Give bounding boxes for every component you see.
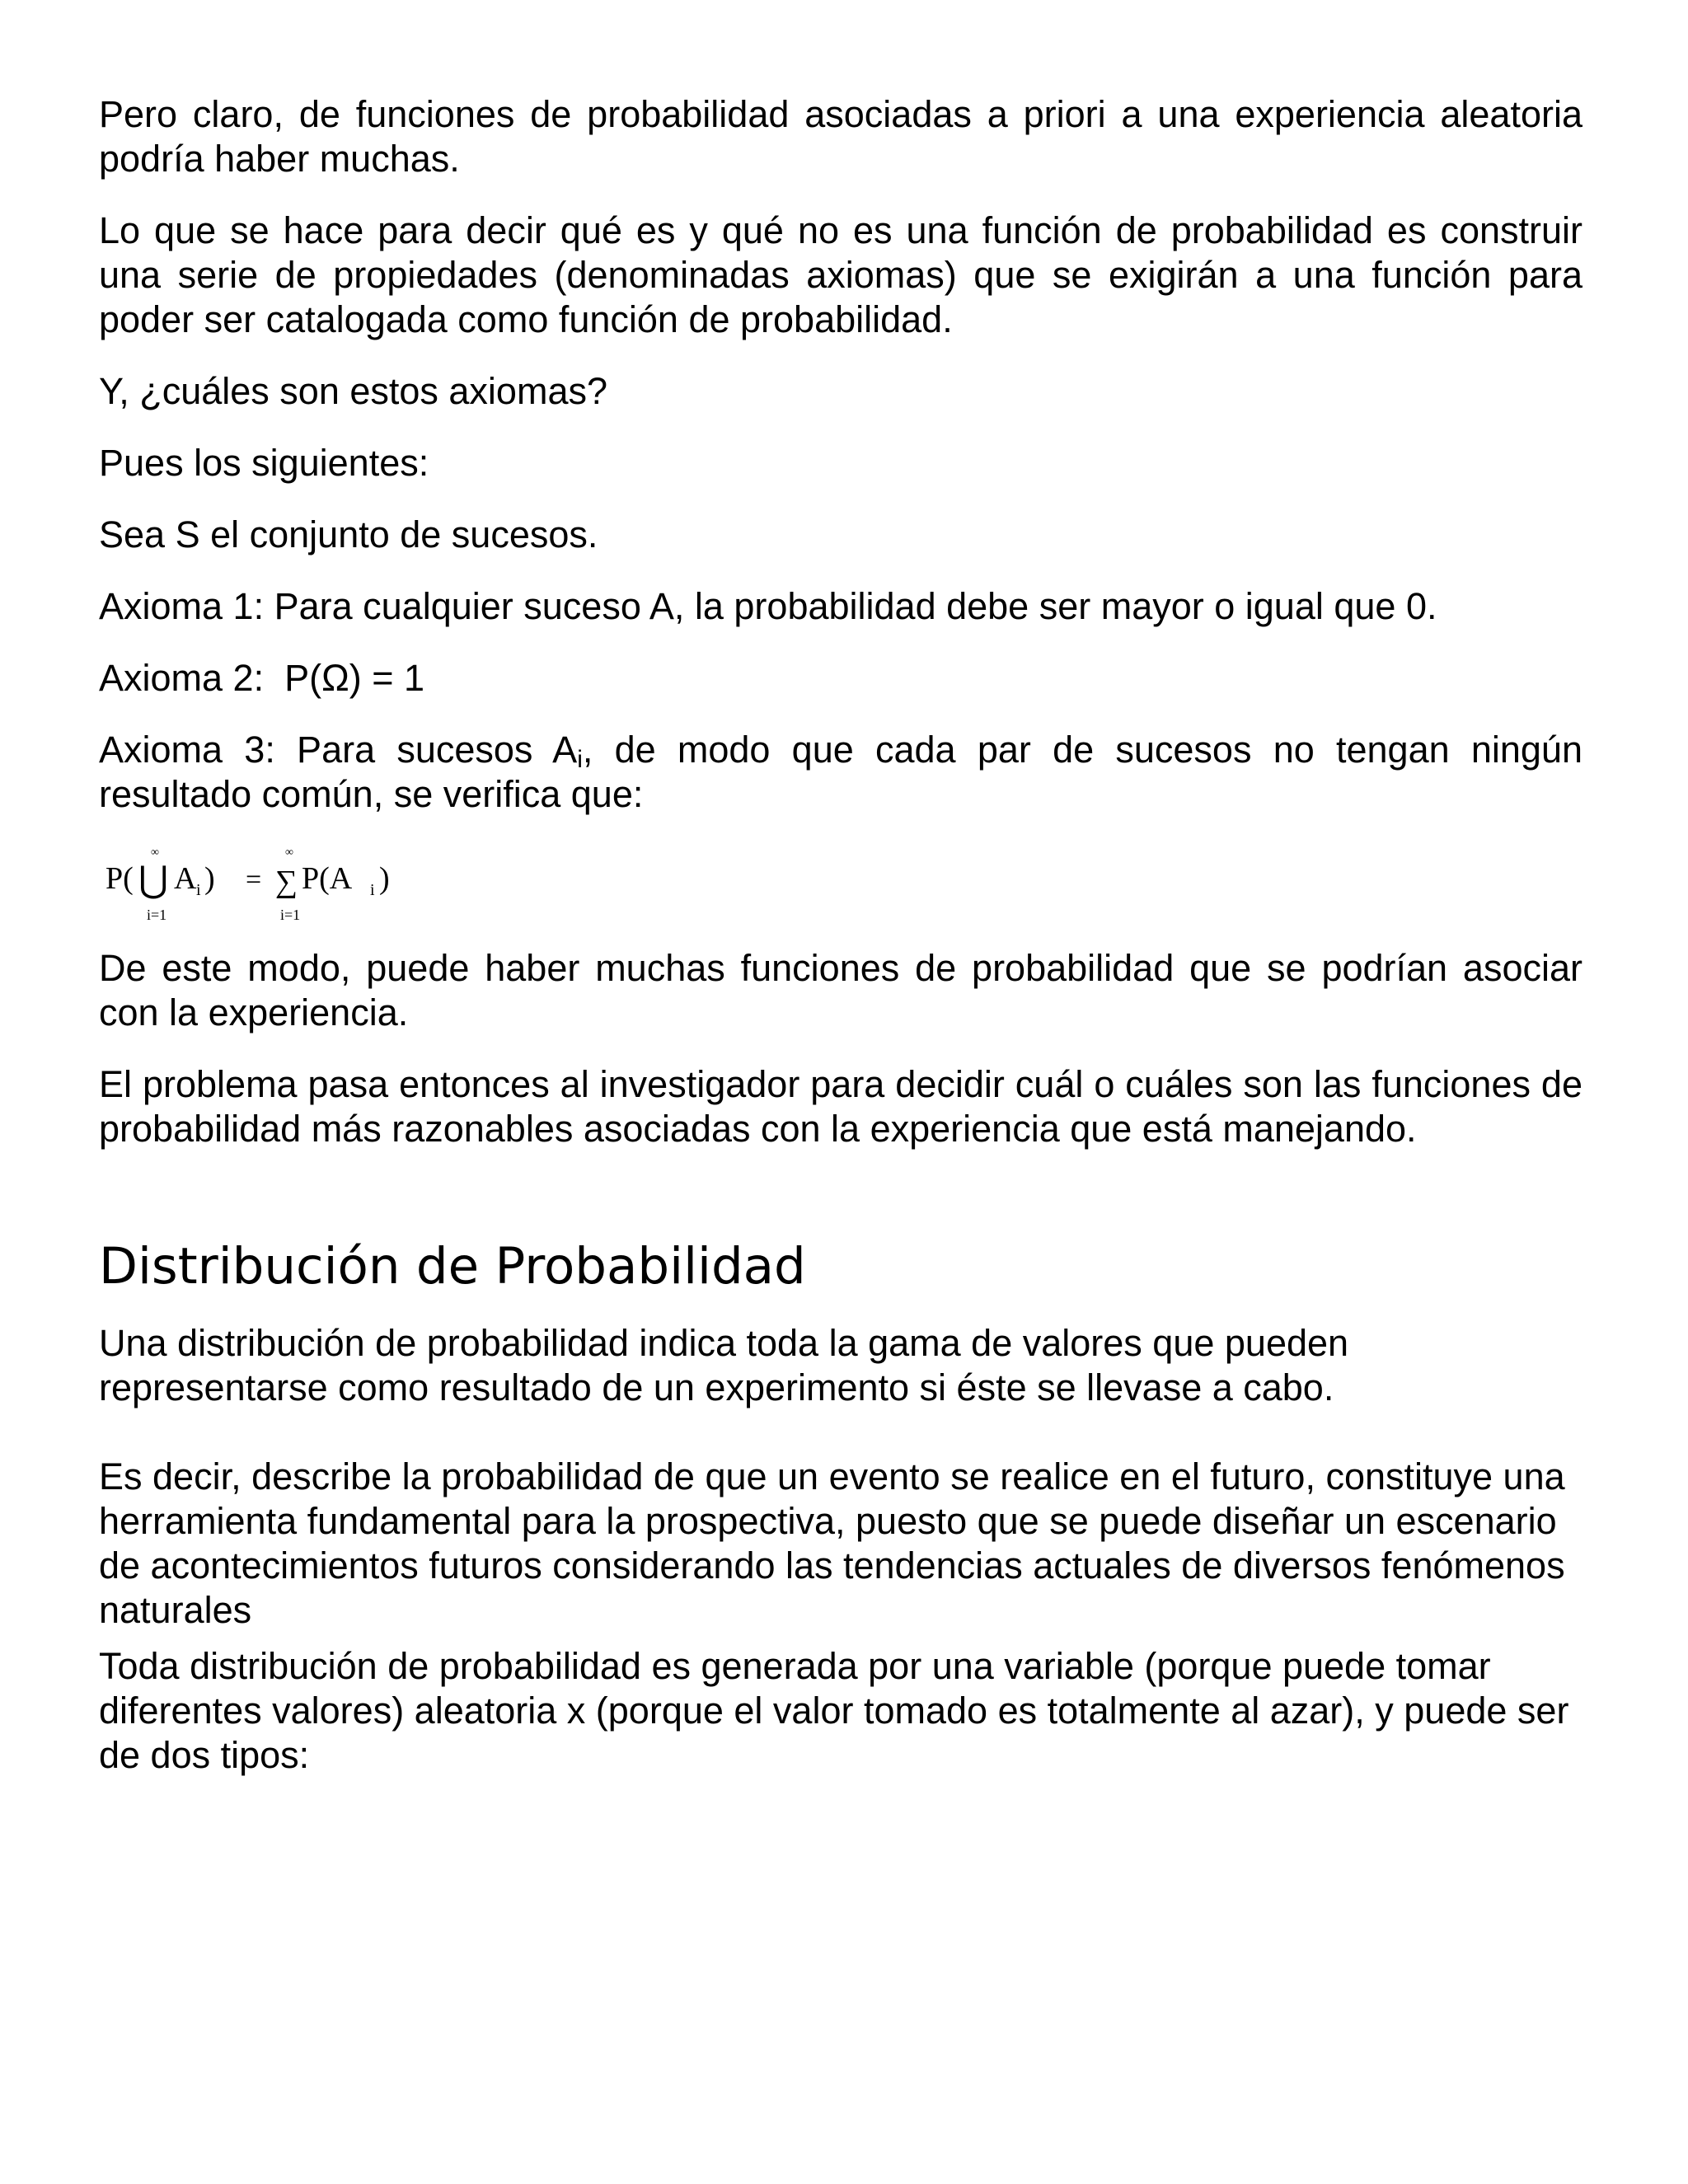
paragraph-intro-2: Lo que se hace para decir qué es y qué no es una función de probabilidad es construir una serie de propiedades (denominadas axiomas) que se exigirán a una función para poder ser catalogada como función de probabilidad. bbox=[99, 209, 1582, 340]
formula-graphic bbox=[106, 844, 435, 926]
document-page bbox=[99, 92, 1582, 1805]
section-heading: Distribución de Probabilidad bbox=[99, 1237, 806, 1296]
formula-rhs-index: i bbox=[370, 881, 375, 899]
axiom-3 bbox=[99, 728, 1582, 817]
formula-equals: = bbox=[246, 865, 262, 895]
axiom-3-subscript: i bbox=[577, 746, 583, 773]
formula-union-lower: i=1 bbox=[147, 907, 167, 923]
paragraph-intro-1: Pero claro, de funciones de probabilidad asociadas a priori a una experiencia aleatoria podría haber muchas. bbox=[99, 93, 1582, 180]
axiom-1: Axioma 1: Para cualquier suceso A, la probabilidad debe ser mayor o igual que 0. bbox=[99, 585, 1437, 627]
formula-lhs-a: A bbox=[174, 861, 197, 896]
paragraph-pues: Pues los siguientes: bbox=[99, 442, 429, 484]
paragraph-distribution-2: Es decir, describe la probabilidad de que un evento se realice en el futuro, constituye una herramienta fundamental para la prospectiva, puesto que se puede diseñar un escenario de acontecimientos futuros considerando las tendencias actuales de diversos fenómenos naturales bbox=[99, 1455, 1565, 1631]
formula-lhs-close: ) bbox=[204, 861, 215, 896]
axiom-2: Axioma 2: P(Ω) = 1 bbox=[99, 657, 425, 699]
axiom-3-suffix: , de modo que cada par de sucesos no tengan ningún resultado común, se verifica que: bbox=[99, 729, 1582, 815]
paragraph-distribution-1: Una distribución de probabilidad indica toda la gama de valores que pueden representarse como resultado de un experimento si éste se llevase a cabo. bbox=[99, 1322, 1349, 1408]
formula-sum-upper: ∞ bbox=[285, 846, 293, 859]
axiom-3-prefix: Axioma 3: Para sucesos A bbox=[99, 729, 578, 771]
formula-rhs-close: ) bbox=[379, 861, 390, 896]
paragraph-conclusion-1: De este modo, puede haber muchas funciones de probabilidad que se podrían asociar con la experiencia. bbox=[99, 947, 1582, 1033]
paragraph-sea-s: Sea S el conjunto de sucesos. bbox=[99, 513, 598, 555]
formula-lhs-index: i bbox=[196, 881, 201, 899]
paragraph-conclusion-2: El problema pasa entonces al investigador para decidir cuál o cuáles son las funciones de probabilidad más razonables asociadas con la experiencia que está manejando. bbox=[99, 1063, 1582, 1150]
formula-lhs-p: P( bbox=[106, 861, 134, 896]
paragraph-question: Y, ¿cuáles son estos axiomas? bbox=[99, 370, 607, 412]
formula-sum-lower: i=1 bbox=[280, 907, 301, 923]
union-symbol-icon: ⋃ bbox=[138, 860, 169, 900]
axiom-3-formula bbox=[106, 844, 1582, 926]
formula-union-upper: ∞ bbox=[151, 846, 159, 859]
sum-symbol-icon: ∑ bbox=[275, 865, 298, 899]
formula-rhs: P(A bbox=[302, 861, 353, 896]
paragraph-distribution-3: Toda distribución de probabilidad es generada por una variable (porque puede tomar diferentes valores) aleatoria x (porque el valor tomado es totalmente al azar), y puede ser de dos tipos: bbox=[99, 1645, 1569, 1776]
